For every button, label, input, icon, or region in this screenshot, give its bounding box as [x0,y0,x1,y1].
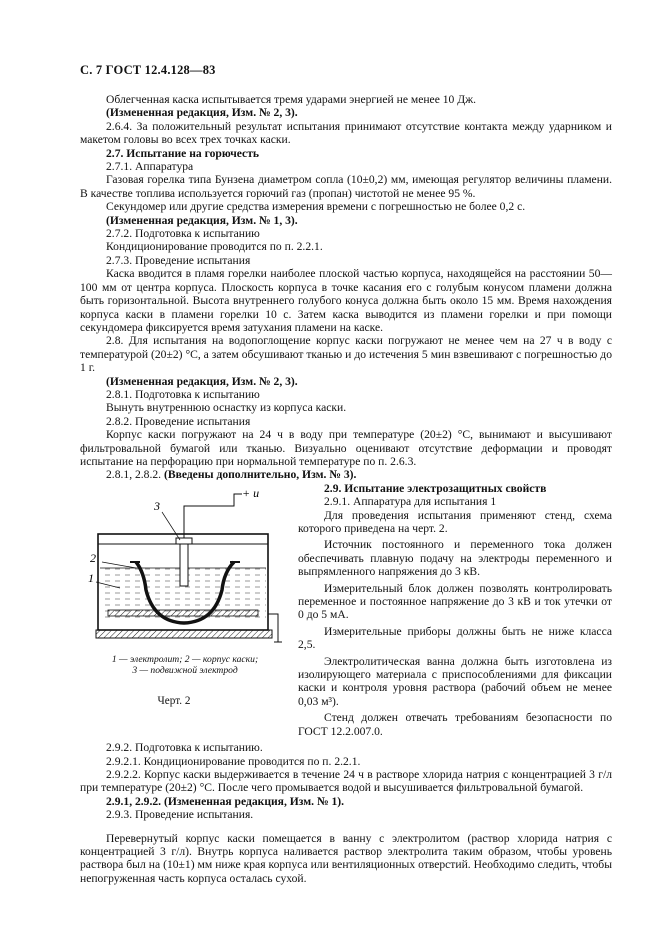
paragraph: 2.9.1, 2.9.2. (Измененная редакция, Изм. № 1). [106,794,345,808]
amendment-note: (Введены дополнительно, Изм. № 3). [163,468,357,482]
paragraph: 2.9.1. Аппаратура для испытания 1 [324,495,497,509]
paragraph: Стенд должен отвечать требованиям безопасности по ГОСТ 12.2.007.0. [298,711,612,738]
paragraph: Для проведения испытания применяют стенд, схема которого приведена на черт. 2. [298,508,612,535]
paragraph: 2.9. Испытание электрозащитных свойств [324,481,547,495]
paragraph: Вынуть внутреннюю оснастку из корпуса каски. [106,401,347,415]
paragraph: 2.7.3. Проведение испытания [106,253,251,267]
paragraph: 2.8. Для испытания на водопоглощение корпус каски погружают не менее чем на 27 ч в воду с температурой (20±2) °С, а затем обсушивают тканью и до истечения 5 мин взвешивают с погрешностью до 1 г. [80,334,612,375]
label-2: 2 [90,550,96,565]
paragraph: Секундомер или другие средства измерения времени с погрешностью не более 0,2 с. [106,200,526,214]
paragraph: (Измененная редакция, Изм. № 2, 3). [106,374,298,388]
figure-legend [80,654,298,677]
paragraph: 2.9.2.1. Кондиционирование проводится по п. 2.2.1. [106,754,361,768]
figure-section [80,482,612,738]
text-block-top [80,93,612,468]
clause-ref: 2.8.1, 2.8.2. [106,468,164,482]
paragraph: 2.8.2. Проведение испытания [106,414,251,428]
paragraph: 2.7. Испытание на горючесть [106,146,260,160]
paragraph: Каска вводится в пламя горелки наиболее плоской частью корпуса, находящейся на расстоянии 50—100 мм от центра корпуса. Плоскость корпуса в точке касания его с голубым конусом пламени должна быть горизонтальной. Высота внутреннего голубого конуса должна быть около 15 мм. Время нахождения корпуса каски в пламени горелки 10 с. Затем каска выводится из пламени горелки и при помощи секундомера фиксируется время затухания пламени на каске. [80,267,612,334]
paragraph: Облегченная каска испытывается тремя ударами энергией не менее 10 Дж. [106,93,477,106]
legend-line-1: 1 — электролит; 2 — корпус каски; [111,653,259,665]
page-header: С. 7 ГОСТ 12.4.128—83 [80,63,216,77]
paragraph: 2.7.2. Подготовка к испытанию [106,227,260,241]
paragraph: Измерительный блок должен позволять контролировать переменное и постоянное напряжение до 3 кВ и ток утечки от 0 до 5 мА. [298,581,612,622]
figure-caption: Черт. 2 [157,694,191,707]
label-3: 3 [154,498,160,513]
paragraph: Газовая горелка типа Бунзена диаметром сопла (10±0,2) мм, имеющая регулятор величины пламени. В качестве топлива используется горючий газ (пропан) чистотой не менее 95 %. [80,173,612,200]
paragraph: 2.6.4. За положительный результат испытания принимают отсутствие контакта между ударником и макетом головы во всех трех точках каски. [80,119,612,147]
paragraph: Корпус каски погружают на 24 ч в воду при температуре (20±2) °С, вынимают и высушивают фильтровальной бумагой или тканью. Визуально оценивают отсутствие деформации и проводят испытание на перфорацию при нормальной температуре по п. 2.6.3. [80,428,612,468]
text-column-right [298,482,612,738]
test-stand-diagram [84,482,294,652]
document-body [80,93,612,885]
text-block-bottom [80,741,612,885]
paragraph: 2.8.1. Подготовка к испытанию [106,387,260,401]
legend-line-2: 3 — подвижной электрод [132,665,238,677]
paragraph: Перевернутый корпус каски помещается в ванну с электролитом (раствор хлорида натрия с концентрацией 3 г/л). Внутрь корпуса наливается раствор электролита таким образом, чтобы уровень раствора был на (10±1) мм ниже края корпуса или вентиляционных отверстий. Необходимо следить, чтобы непогруженная часть корпуса осталась сухой. [80,831,612,885]
label-1: 1 [88,570,94,585]
paragraph: (Измененная редакция, Изм. № 1, 3). [106,213,298,227]
paragraph: 2.9.2.2. Корпус каски выдерживается в течение 24 ч в растворе хлорида натрия с концентрацией 3 г/л при температуре (20±2) °С. После чего промывается водой и высушивается фильтровальной бумагой. [80,767,612,795]
paragraph-2-8-amend [80,468,612,481]
figure-column [80,482,298,738]
paragraph: Кондиционирование проводится по п. 2.2.1. [106,240,323,254]
paragraph: Источник постоянного и переменного тока должен обеспечивать плавную подачу на электроды переменного и выпрямленного напряжения до 3 кВ. [298,538,612,579]
paragraph: Электролитическая ванна должна быть изготовлена из изолирующего материала с приспособлениями для фиксации каски и контроля уровня раствора (рабочий объем не менее 0,03 м³). [298,654,612,708]
label-plus-u: + u [242,485,260,500]
paragraph: 2.9.2. Подготовка к испытанию. [106,741,263,755]
paragraph: 2.9.3. Проведение испытания. [106,808,254,822]
paragraph: (Измененная редакция, Изм. № 2, 3). [106,106,298,120]
paragraph: 2.7.1. Аппаратура [106,160,194,174]
paragraph: Измерительные приборы должны быть не ниже класса 2,5. [298,624,612,652]
